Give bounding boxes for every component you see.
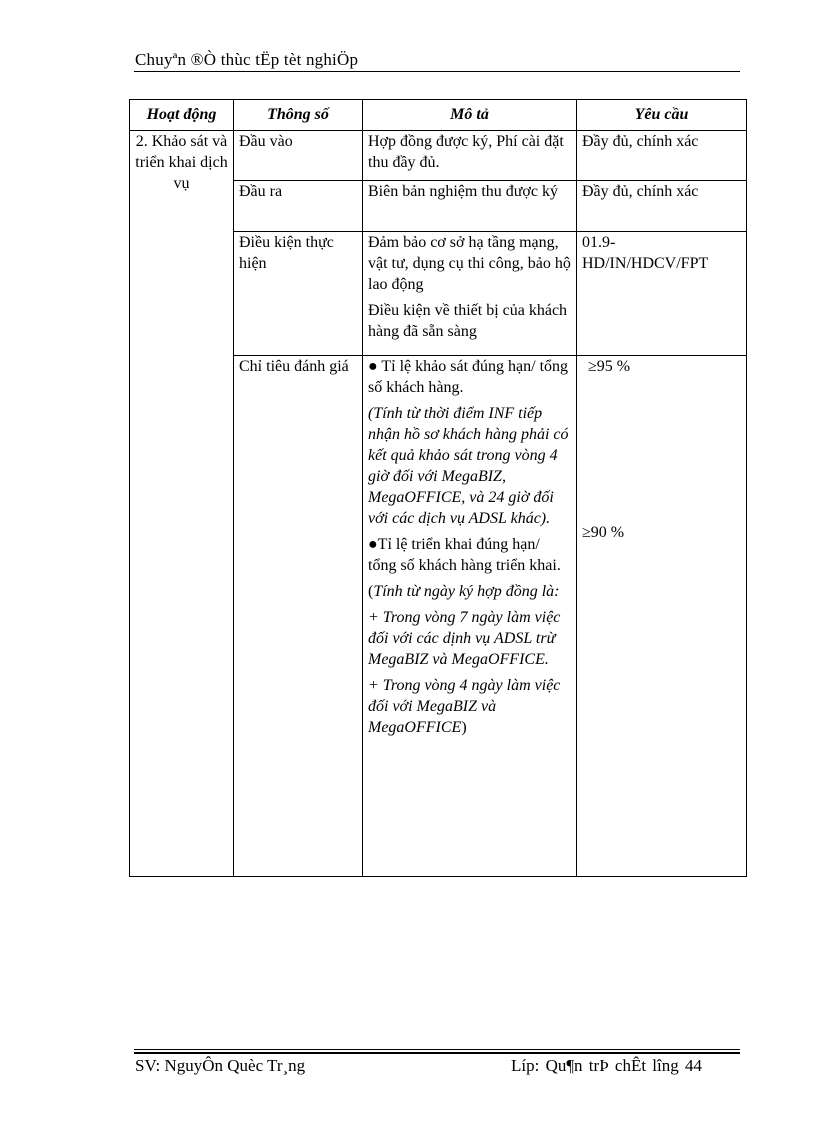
desc-conditions-equipment: Điều kiện về thiết bị của khách hàng đã sẵn sàng <box>368 302 568 340</box>
req-criteria <box>577 356 747 877</box>
desc-criteria <box>363 356 577 877</box>
desc-conditions-infrastructure: Đảm bảo cơ sở hạ tầng mạng, vật tư, dụng cụ thi công, bảo hộ lao động <box>368 234 571 293</box>
col-header-parameter: Thông số <box>234 100 363 131</box>
col-header-description: Mô tả <box>363 100 577 131</box>
page-header-title: Chuyªn ®Ò thùc tËp tèt nghiÖp <box>135 50 359 69</box>
req-conditions: 01.9-HD/IN/HDCV/FPT <box>577 232 747 356</box>
footer-rule <box>134 1049 740 1050</box>
header-rule <box>134 71 740 72</box>
criteria-deploy-adsl: + Trong vòng 7 ngày làm việc đối với các dịnh vụ ADSL trừ MegaBIZ và MegaOFFICE. <box>368 609 561 668</box>
criteria-deploy-note <box>368 581 571 602</box>
param-conditions: Điều kiện thực hiện <box>234 232 363 356</box>
req-input: Đầy đủ, chính xác <box>577 131 747 181</box>
param-output: Đầu ra <box>234 181 363 232</box>
paren-close: ) <box>461 719 467 736</box>
footer-rule-thick <box>134 1052 740 1054</box>
param-criteria: Chỉ tiêu đánh giá <box>234 356 363 877</box>
footer-student: SV: NguyÔn Quèc Tr¸ng <box>135 1056 306 1075</box>
activity-table <box>129 99 747 877</box>
param-input: Đầu vào <box>234 131 363 181</box>
desc-output: Biên bản nghiệm thu được ký <box>363 181 577 232</box>
criteria-deploy-rate: ●Tỉ lệ triển khai đúng hạn/ tổng số khách hàng triển khai. <box>368 536 561 574</box>
criteria-deploy-megabiz <box>368 675 571 738</box>
activity-cell: 2. Khảo sát và triển khai dịch vụ <box>130 131 234 877</box>
req-deploy-rate: ≥90 % <box>582 524 625 541</box>
table-header-row <box>130 100 747 131</box>
req-survey-rate: ≥95 % <box>588 358 631 375</box>
desc-conditions <box>363 232 577 356</box>
criteria-deploy-note-text: Tính từ ngày ký hợp đồng là: <box>373 583 560 600</box>
col-header-requirement: Yêu cầu <box>577 100 747 131</box>
criteria-survey-rate: ● Tỉ lệ khảo sát đúng hạn/ tổng số khách hàng. <box>368 358 569 396</box>
footer-class-page: Líp: Qu¶n trÞ chÊt lîng 44 <box>511 1056 702 1075</box>
paren-open: ( <box>368 583 374 600</box>
desc-input: Hợp đồng được ký, Phí cài đặt thu đầy đủ. <box>363 131 577 181</box>
table-row-input <box>130 131 747 181</box>
criteria-deploy-megabiz-text: + Trong vòng 4 ngày làm việc đối với MegaBIZ và MegaOFFICE <box>368 677 561 736</box>
criteria-survey-note: (Tính từ thời điểm INF tiếp nhận hồ sơ khách hàng phải có kết quả khảo sát trong vòng 4 giờ đối với MegaBIZ, MegaOFFICE, và 24 giờ đối với các dịch vụ ADSL khác). <box>368 405 569 527</box>
col-header-activity: Hoạt động <box>130 100 234 131</box>
req-output: Đầy đủ, chính xác <box>577 181 747 232</box>
